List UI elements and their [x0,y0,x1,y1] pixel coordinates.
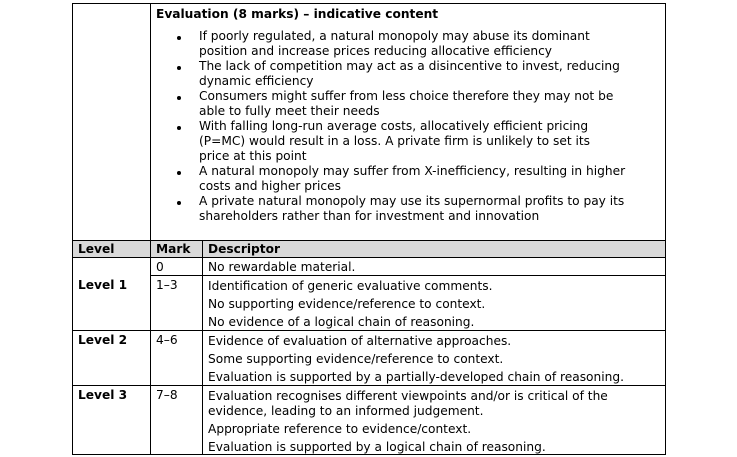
row3-descriptor-line: Evaluation is supported by a logical chain of reasoning. [208,440,546,454]
content-left-divider [150,3,151,240]
row1-mark: 1–3 [156,278,178,292]
section-divider [72,240,666,241]
bullet-line: If poorly regulated, a natural monopoly may abuse its dominant [199,29,590,43]
row2-mark: 4–6 [156,333,178,347]
row3-descriptor-line: Appropriate reference to evidence/context. [208,422,472,436]
row2-descriptor-line: Some supporting evidence/reference to context. [208,352,504,366]
bullet-line: The lack of competition may act as a disincentive to invest, reducing [199,59,620,73]
bullet-icon [177,96,181,100]
mark-descriptor-divider [202,240,203,455]
bullet-line: costs and higher prices [199,179,341,193]
header-descriptor: Descriptor [208,242,280,256]
row2-descriptor-line: Evidence of evaluation of alternative approaches. [208,334,512,348]
row1-divider [72,330,666,331]
row1-level: Level 1 [78,278,128,292]
row2-level: Level 2 [78,333,128,347]
bullet-icon [177,126,181,130]
bullet-icon [177,66,181,70]
bullet-line: shareholders rather than for investment and innovation [199,209,540,223]
evaluation-heading: Evaluation (8 marks) – indicative content [156,7,439,21]
row1-descriptor-line: Identification of generic evaluative comments. [208,279,493,293]
header-mark: Mark [156,242,191,256]
header-level: Level [78,242,115,256]
row3-level: Level 3 [78,388,128,402]
header-divider [72,257,666,258]
row0-divider [150,275,666,276]
row3-mark: 7–8 [156,388,178,402]
bullet-line: Consumers might suffer from less choice therefore they may not be [199,89,614,103]
bullet-line: dynamic efficiency [199,74,314,88]
level-mark-divider [150,240,151,455]
bullet-icon [177,171,181,175]
row2-descriptor-line: Evaluation is supported by a partially-developed chain of reasoning. [208,370,624,384]
bullet-line: (P=MC) would result in a loss. A private firm is unlikely to set its [199,134,591,148]
row0-descriptor: No rewardable material. [208,260,356,274]
row3-descriptor-line: Evaluation recognises different viewpoints and/or is critical of the [208,389,608,403]
row1-descriptor-line: No supporting evidence/reference to context. [208,297,486,311]
bullet-line: position and increase prices reducing allocative efficiency [199,44,552,58]
row2-divider [72,385,666,386]
row0-mark: 0 [156,260,164,274]
row3-descriptor-line: evidence, leading to an informed judgement. [208,404,484,418]
bullet-icon [177,36,181,40]
bullet-line: A private natural monopoly may use its supernormal profits to pay its [199,194,625,208]
bullet-line: A natural monopoly may suffer from X-inefficiency, resulting in higher [199,164,626,178]
bullet-line: price at this point [199,149,307,163]
bullet-line: With falling long-run average costs, allocatively efficient pricing [199,119,589,133]
bullet-icon [177,201,181,205]
bullet-line: able to fully meet their needs [199,104,380,118]
row1-descriptor-line: No evidence of a logical chain of reasoning. [208,315,475,329]
